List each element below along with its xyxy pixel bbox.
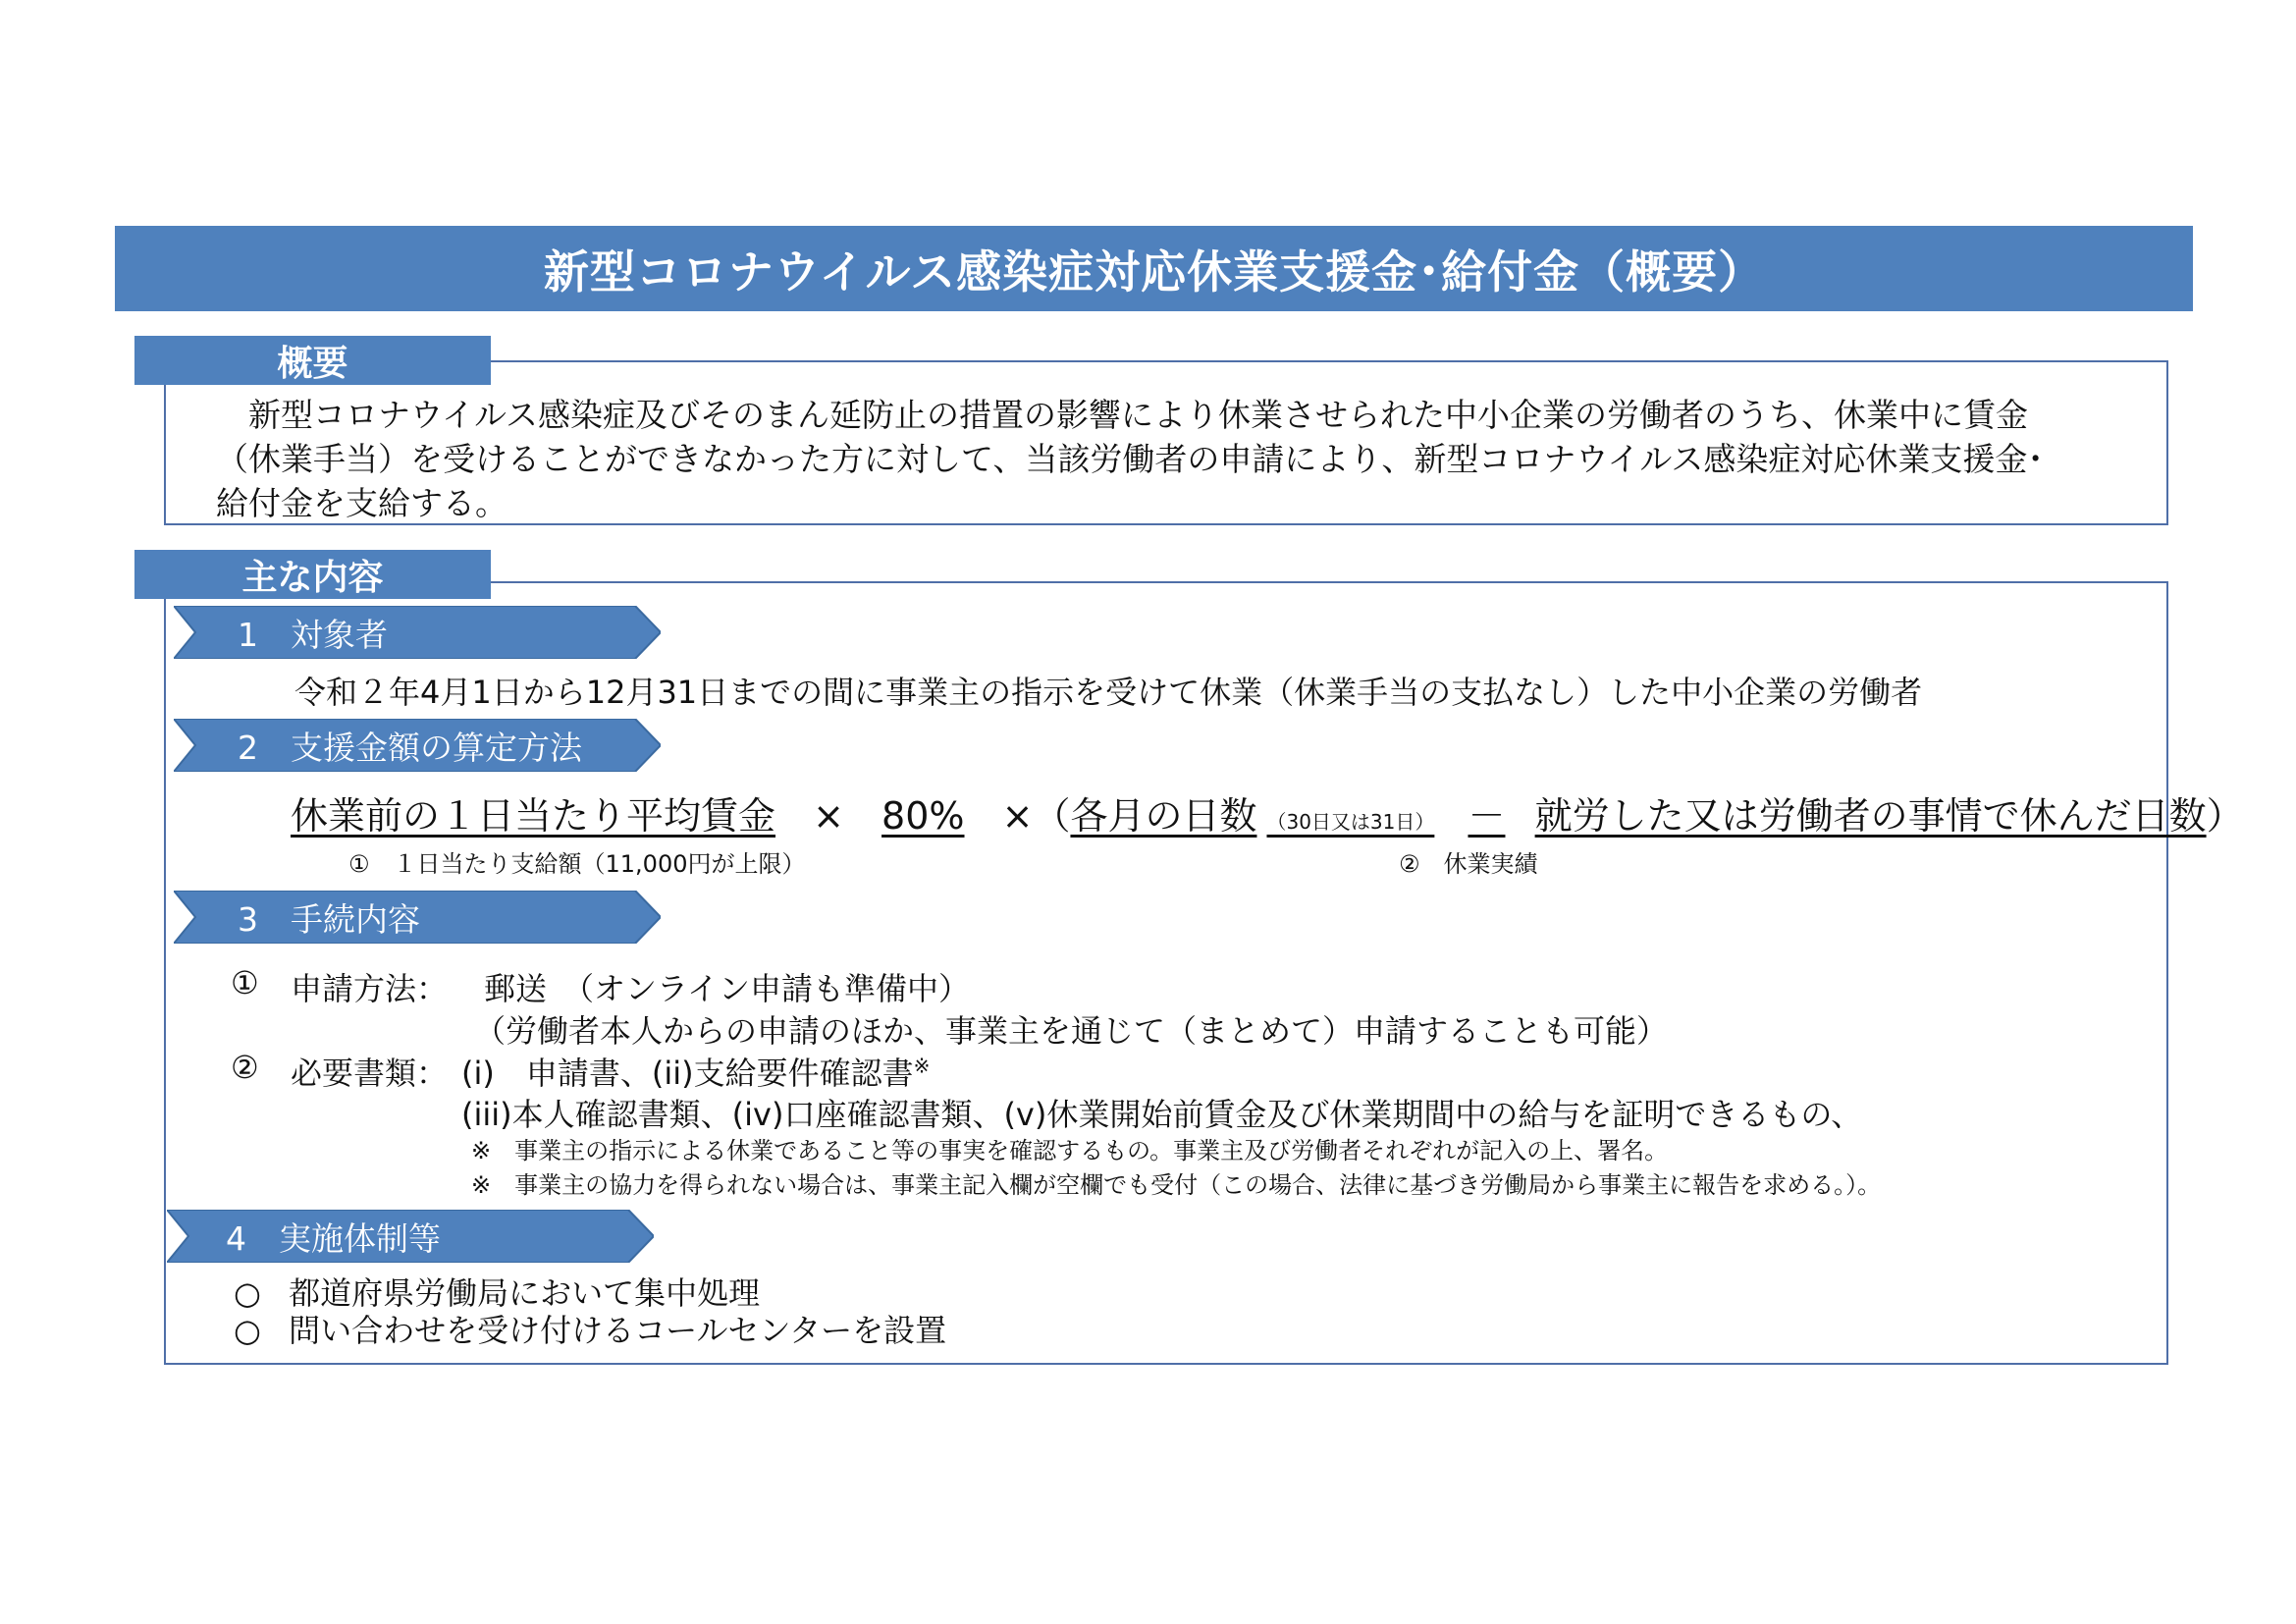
documents-note-2: ※ 事業主の協力を得られない場合は、事業主記入欄が空欄でも受付（この場合、法律に基づき労働局から事業主に報告を求める。）。 [471,1171,1882,1199]
method-label: 申請方法： [291,970,449,1007]
formula-daily-wage: 休業前の１日当たり平均賃金 [291,794,776,838]
documents-note-1: ※ 事業主の指示による休業であること等の事実を確認するもの。事業主及び労働者それぞれが記入の上、署名。 [471,1137,1669,1164]
overview-line-3: 給付金を支給する。 [216,484,507,522]
section-4-heading: 4 実施体制等 [226,1218,441,1258]
documents-mark: ② [231,1049,259,1086]
section-1-text: 令和２年4月1日から12月31日までの間に事業主の指示を受けて休業（休業手当の支払なし）した中小企業の労働者 [294,674,1923,711]
formula-note-1: ① １日当たり支給額（11,000円が上限） [348,850,806,878]
formula-close: ） [2206,794,2244,838]
list-item-text: 都道府県労働局において集中処理 [289,1274,761,1312]
documents-value-text: (i) 申請書、(ii)支給要件確認書 [461,1055,914,1092]
formula-worked-days: 就労した又は労働者の事情で休んだ日数 [1534,794,2207,838]
method-mark: ① [231,964,259,1001]
formula-times-2: ×（ [1001,794,1071,838]
documents-asterisk: ※ [913,1054,931,1078]
section-2-heading: 2 支援金額の算定方法 [238,728,582,767]
overview-line-1: 新型コロナウイルス感染症及びそのまん延防止の措置の影響により休業させられた中小企業の労働者のうち、休業中に賃金 [216,396,2029,434]
documents-value [461,1049,930,1094]
list-item [234,1306,946,1351]
method-value: 郵送 （オンライン申請も準備中） [484,970,971,1007]
formula-note-2: ② 休業実績 [1399,850,1538,878]
section-3-heading: 3 手続内容 [238,899,420,939]
formula-times-1: × [813,794,844,838]
formula-days-in-month [1070,794,1434,838]
section-2-header [174,719,661,772]
documents-label: 必要書類： [291,1055,449,1092]
overview-text [216,393,2169,525]
contents-tab: 主な内容 [134,550,491,599]
formula-days-label: 各月の日数 [1070,794,1257,838]
overview-line-2: （休業手当）を受けることができなかった方に対して、当該労働者の申請により、新型コロナウイルス感染症対応休業支援金･ [216,440,2044,478]
section-4-header [167,1210,654,1263]
section-1-header [174,606,661,659]
overview-tab: 概要 [134,336,491,385]
page-title: 新型コロナウイルス感染症対応休業支援金･給付金（概要） [115,226,2193,311]
method-sub: （労働者本人からの申請のほか、事業主を通じて（まとめて）申請することも可能） [474,1012,1669,1050]
section-1-heading: 1 対象者 [238,615,388,654]
documents-sub: (iii)本人確認書類、(iv)口座確認書類、(v)休業開始前賃金及び休業期間中の給与を証明できるもの、 [461,1096,1863,1133]
list-item-text: 問い合わせを受け付けるコールセンターを設置 [289,1312,947,1349]
formula-percentage: 80% [881,794,965,838]
circle-icon: ○ [234,1312,261,1349]
section-3-header [174,891,661,944]
formula-minus: － [1468,794,1506,838]
circle-icon: ○ [234,1274,261,1312]
formula-days-note: （30日又は31日） [1266,810,1435,834]
formula-line [291,785,2244,839]
